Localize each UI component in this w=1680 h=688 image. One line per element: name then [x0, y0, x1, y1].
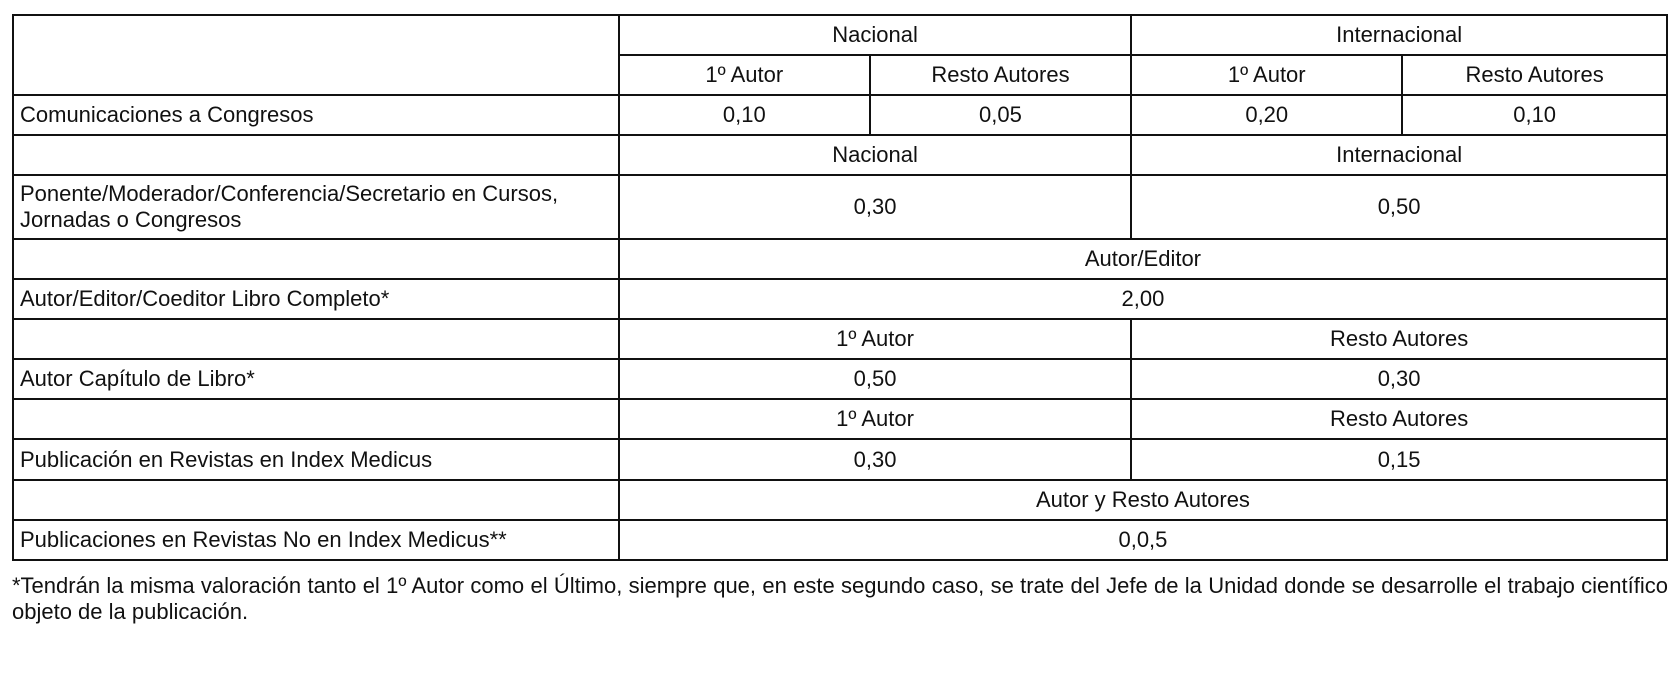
table-row — [13, 279, 1667, 319]
table-row — [13, 520, 1667, 560]
value-cell: 0,0,5 — [619, 520, 1667, 560]
subheader-autor-y-resto: Autor y Resto Autores — [619, 480, 1667, 520]
value-cell: 0,50 — [619, 359, 1131, 399]
empty-label-cell — [13, 319, 619, 359]
table-row — [13, 359, 1667, 399]
value-cell: 0,30 — [1131, 359, 1667, 399]
row-label: Autor/Editor/Coeditor Libro Completo* — [13, 279, 619, 319]
value-cell: 0,15 — [1131, 439, 1667, 480]
value-cell: 0,30 — [619, 175, 1131, 239]
header-nacional-resto-autores: Resto Autores — [870, 55, 1132, 95]
subheader-internacional: Internacional — [1131, 135, 1667, 175]
subheader-primer-autor: 1º Autor — [619, 319, 1131, 359]
empty-label-cell — [13, 480, 619, 520]
header-internacional-resto-autores: Resto Autores — [1402, 55, 1667, 95]
header-nacional: Nacional — [619, 15, 1131, 55]
empty-header-cell — [13, 15, 619, 95]
row-label: Ponente/Moderador/Conferencia/Secretario en Cursos, Jornadas o Congresos — [13, 175, 619, 239]
subheader-row — [13, 319, 1667, 359]
row-label: Publicación en Revistas en Index Medicus — [13, 439, 619, 480]
value-cell: 2,00 — [619, 279, 1667, 319]
subheader-resto-autores: Resto Autores — [1131, 399, 1667, 439]
table-row — [13, 95, 1667, 135]
subheader-autor-editor: Autor/Editor — [619, 239, 1667, 279]
header-internacional: Internacional — [1131, 15, 1667, 55]
row-label: Publicaciones en Revistas No en Index Medicus** — [13, 520, 619, 560]
header-nacional-primer-autor: 1º Autor — [619, 55, 870, 95]
header-internacional-primer-autor: 1º Autor — [1131, 55, 1402, 95]
header-row-scope — [13, 15, 1667, 55]
value-cell: 0,50 — [1131, 175, 1667, 239]
subheader-primer-autor: 1º Autor — [619, 399, 1131, 439]
value-cell: 0,30 — [619, 439, 1131, 480]
empty-label-cell — [13, 135, 619, 175]
subheader-row — [13, 399, 1667, 439]
table-row — [13, 439, 1667, 480]
subheader-nacional: Nacional — [619, 135, 1131, 175]
table-row — [13, 175, 1667, 239]
value-cell: 0,10 — [619, 95, 870, 135]
value-cell: 0,20 — [1131, 95, 1402, 135]
subheader-row — [13, 239, 1667, 279]
scoring-table — [12, 14, 1668, 561]
empty-label-cell — [13, 399, 619, 439]
footnote: *Tendrán la misma valoración tanto el 1º Autor como el Último, siempre que, en este segundo caso, se trate del Jefe de la Unidad donde se desarrolle el trabajo científico objeto de la publicación. — [12, 573, 1668, 624]
value-cell: 0,05 — [870, 95, 1132, 135]
subheader-row — [13, 480, 1667, 520]
subheader-row — [13, 135, 1667, 175]
subheader-resto-autores: Resto Autores — [1131, 319, 1667, 359]
value-cell: 0,10 — [1402, 95, 1667, 135]
row-label: Autor Capítulo de Libro* — [13, 359, 619, 399]
row-label: Comunicaciones a Congresos — [13, 95, 619, 135]
empty-label-cell — [13, 239, 619, 279]
document — [12, 14, 1668, 625]
